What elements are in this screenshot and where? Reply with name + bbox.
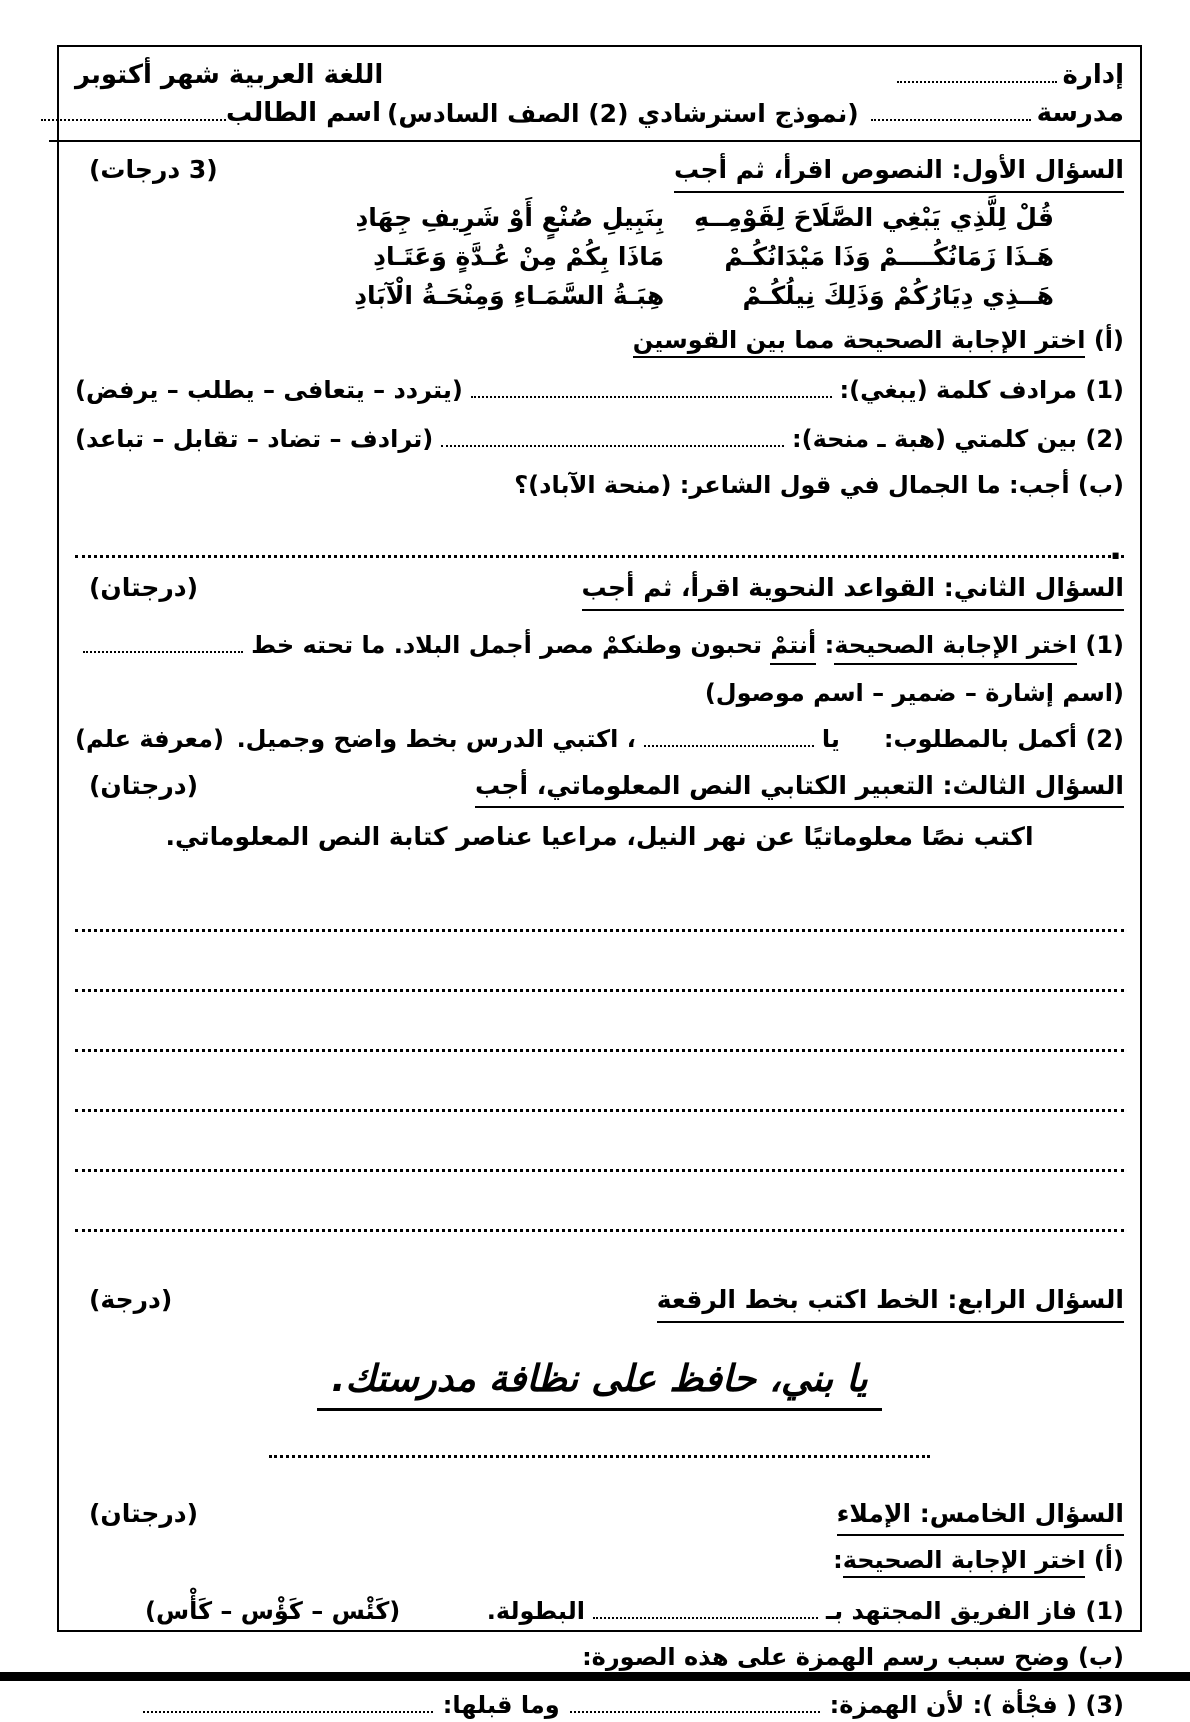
q2-marks: (درجتان) — [89, 573, 199, 603]
header-row-1 — [75, 57, 1124, 95]
q1-part-a-title: اختر الإجابة الصحيحة مما بين القوسين — [633, 326, 1086, 358]
header-row-2 — [75, 95, 1124, 133]
q1-item-2-fill-line — [441, 429, 784, 447]
q2-header — [75, 572, 1124, 611]
q1-part-a-number: (أ) — [1093, 325, 1124, 354]
q1-item-1-text: مرادف كلمة (يبغي): — [839, 376, 1077, 405]
q1-item-2-text: بين كلمتي (هبة ـ منحة): — [792, 424, 1077, 453]
q5-item-3 — [75, 1689, 1124, 1721]
q1-item-2 — [75, 423, 1124, 455]
q1-part-b: (ب) أجب: ما الجمال في قول الشاعر: (منحة الآباد)؟ — [514, 471, 1124, 500]
poem-hemistich-right: قُلْ لِلَّذِي يَبْغِي الصَّلَاحَ لِقَوْمِــهِ — [694, 202, 1054, 232]
q1-item-1-options: (يتردد – يتعافى – يطلب – يرفض) — [75, 376, 463, 405]
q5-item-1-options: (كَئْس – كَؤْس – كَأْس) — [145, 1596, 401, 1625]
q1-part-a — [75, 324, 1124, 356]
q3-title: السؤال الثالث: التعبير الكتابي النص المعلوماتي، أجب — [475, 770, 1124, 809]
q3-answer-line — [75, 992, 1124, 1052]
q2-item-1 — [75, 629, 1124, 665]
q2-item-2-lead: أكمل بالمطلوب: — [883, 725, 1077, 754]
q5-item-3-because: لأن الهمزة: — [829, 1691, 965, 1720]
q4-title: السؤال الرابع: الخط اكتب بخط الرقعة — [657, 1284, 1124, 1323]
q2-item-2-fill-line — [644, 729, 814, 747]
q1-title: السؤال الأول: النصوص اقرأ، ثم أجب — [674, 154, 1124, 193]
exam-model-title: (نموذج استرشادي (2) الصف السادس) — [386, 99, 859, 129]
q2-item-1-options: (اسم إشارة – ضمير – اسم موصول) — [704, 679, 1124, 708]
q3-marks: (درجتان) — [89, 770, 199, 800]
student-name-field — [75, 95, 381, 133]
q1-item-1 — [75, 374, 1124, 406]
q5-part-a-title: اختر الإجابة الصحيحة — [843, 1546, 1086, 1578]
q1-item-2-number: (2) — [1085, 424, 1124, 453]
administration-fill-line — [897, 65, 1057, 83]
q1-item-2-options: (ترادف – تضاد – تقابل – تباعد) — [75, 424, 434, 453]
q3-header — [75, 770, 1124, 809]
exam-sheet-frame — [57, 45, 1142, 1720]
q2-item-1-label: اختر الإجابة الصحيحة — [834, 629, 1077, 665]
q5-header — [75, 1498, 1124, 1537]
q2-item-2-vocative: يا — [821, 725, 840, 754]
q2-item-1-number: (1) — [1085, 630, 1124, 659]
poem-block — [354, 203, 1054, 310]
poem-hemistich-right: هَـذَا زَمَانُكُــــمْ وَذَا مَيْدَانُكُـمْ — [724, 241, 1054, 271]
q2-item-2 — [75, 723, 1124, 755]
q5-part-a-colon: : — [833, 1546, 843, 1575]
q1-marks: (3 درجات) — [89, 155, 218, 185]
q1-item-1-fill-line — [471, 380, 832, 398]
q4-answer-line — [269, 1455, 930, 1458]
poem-hemistich-left: مَاذَا بِكُمْ مِنْ عُـدَّةٍ وَعَتَـادِ — [373, 241, 665, 271]
q1-part-b-answer-line — [75, 525, 1124, 568]
q2-item-2-note: (معرفة علم) — [75, 725, 224, 754]
page-bottom-rule — [0, 1672, 1190, 1681]
q2-item-2-tail: ، اكتبي الدرس بخط واضح وجميل. — [236, 725, 636, 754]
q3-answer-line — [75, 1112, 1124, 1172]
school-fill-line — [871, 103, 1031, 121]
q2-item-1-fill-line — [83, 635, 243, 653]
q4-marks: (درجة) — [89, 1285, 173, 1315]
q5-item-3-number: (3) — [1085, 1691, 1124, 1720]
q5-item-1-lead: فاز الفريق المجتهد بـ — [825, 1596, 1077, 1625]
q1-header — [75, 154, 1124, 193]
q4-header — [75, 1284, 1124, 1323]
q3-prompt: اكتب نصًا معلوماتيًا عن نهر النيل، مراعيا عناصر كتابة النص المعلوماتي. — [165, 822, 1034, 852]
q2-item-2-number: (2) — [1085, 725, 1124, 754]
q5-part-a — [75, 1544, 1124, 1576]
q5-item-1 — [75, 1595, 1124, 1627]
subject-title: اللغة العربية شهر أكتوبر — [75, 60, 384, 90]
q2-title: السؤال الثاني: القواعد النحوية اقرأ، ثم أجب — [582, 572, 1125, 611]
q5-item-3-fill-line-2 — [143, 1695, 433, 1713]
q5-item-3-word: ( فجْأة ): — [972, 1691, 1077, 1720]
q5-item-1-number: (1) — [1085, 1596, 1124, 1625]
administration-field — [891, 57, 1124, 95]
student-name-label: اسم الطالب — [226, 97, 381, 128]
q3-answer-line — [75, 1172, 1124, 1232]
q5-item-1-tail: البطولة. — [486, 1596, 585, 1625]
q5-part-b: (ب) وضح سبب رسم الهمزة على هذه الصورة: — [582, 1643, 1124, 1671]
school-field — [865, 95, 1124, 133]
q2-underlined-word: أنتمْ — [770, 629, 816, 665]
q3-answer-line — [75, 1052, 1124, 1112]
q5-marks: (درجتان) — [89, 1498, 199, 1528]
q3-answer-line — [75, 851, 1124, 932]
administration-label: إدارة — [1062, 60, 1124, 90]
calligraphy-sample: يا بني، حافظ على نظافة مدرستك. — [317, 1357, 881, 1411]
q5-title: السؤال الخامس: الإملاء — [837, 1498, 1124, 1537]
q1-item-1-number: (1) — [1085, 376, 1124, 405]
poem-hemistich-left: بِنَبِيلِ صُنْعٍ أَوْ شَرِيفِ جِهَادِ — [355, 202, 665, 232]
q5-item-1-fill-line — [593, 1601, 818, 1619]
q2-item-1-colon: : — [824, 630, 835, 659]
school-label: مدرسة — [1036, 97, 1124, 128]
poem-hemistich-left: هِبَـةُ السَّمَـاءِ وَمِنْحَـةُ الْآبَادِ — [354, 280, 665, 310]
answer-period: . — [1109, 527, 1122, 568]
q5-item-3-fill-line-1 — [570, 1695, 820, 1713]
poem-hemistich-right: هَــذِي دِيَارُكُمْ وَذَلِكَ نِيلُكُـمْ — [742, 280, 1054, 310]
student-name-fill-line — [41, 103, 226, 121]
q3-answer-line — [75, 932, 1124, 992]
header-separator-line — [49, 140, 1140, 142]
q2-item-1-text: تحبون وطنكمْ مصر أجمل البلاد. ما تحته خط — [251, 630, 763, 659]
q5-part-a-number: (أ) — [1093, 1546, 1124, 1575]
q5-item-3-before: وما قبلها: — [442, 1691, 560, 1720]
